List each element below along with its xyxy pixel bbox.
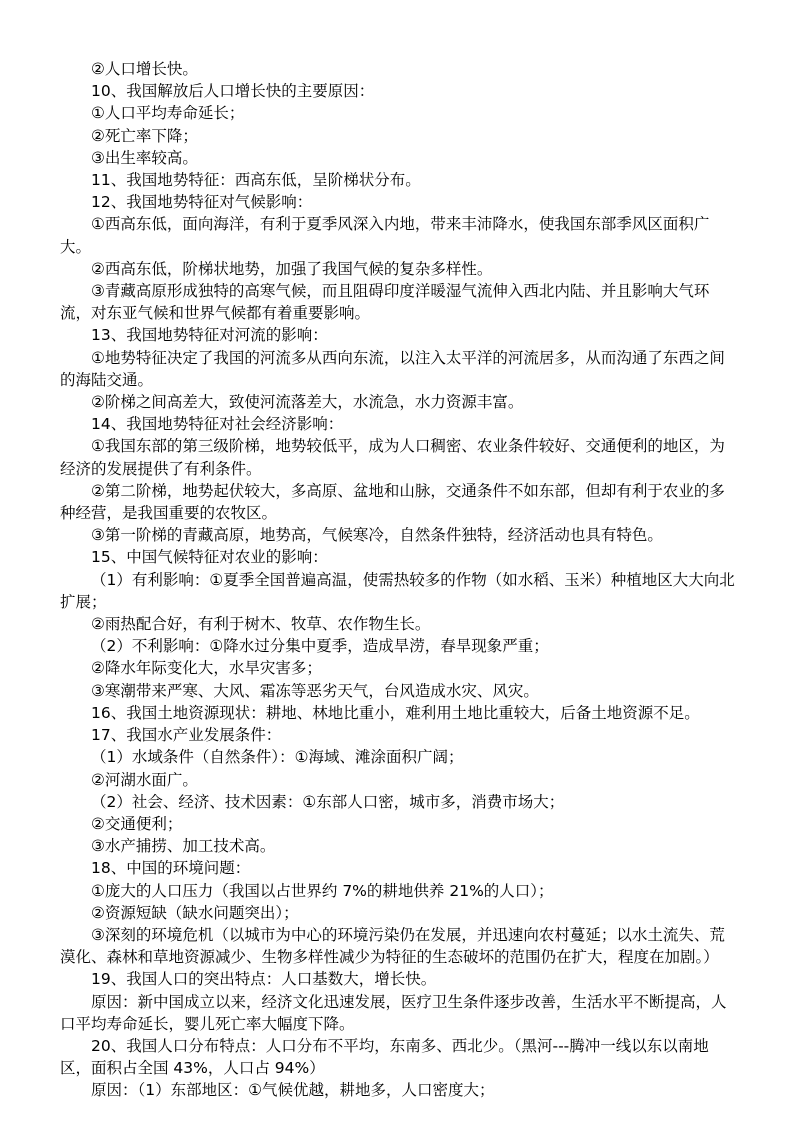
- paragraph: ②阶梯之间高差大，致使河流落差大，水流急，水力资源丰富。: [91, 393, 524, 412]
- paragraph: ③出生率较高。: [91, 148, 198, 167]
- paragraph: 11、我国地势特征：西高东低，呈阶梯状分布。: [91, 171, 421, 190]
- paragraph: ②雨热配合好，有利于树木、牧草、农作物生长。: [91, 615, 431, 634]
- paragraph: ①庞大的人口压力（我国以占世界约 7%的耕地供养 21%的人口）；: [91, 881, 554, 900]
- paragraph: ②降水年际变化大，水旱灾害多；: [91, 659, 322, 678]
- paragraph: 原因：新中国成立以来，经济文化迅速发展，医疗卫生条件逐步改善，生活水平不断提高，人口平均寿命延长，婴儿死亡率大幅度下降。: [60, 992, 727, 1033]
- paragraph: （1）水域条件（自然条件）：①海域、滩涂面积广阔；: [91, 748, 464, 767]
- paragraph: 18、中国的环境问题：: [91, 859, 251, 878]
- paragraph: ②人口增长快。: [91, 60, 198, 78]
- paragraph: ②第二阶梯，地势起伏较大，多高原、盆地和山脉，交通条件不如东部，但却有利于农业的多种经营，是我国重要的农牧区。: [60, 481, 725, 523]
- paragraph: 20、我国人口分布特点：人口分布不平均，东南多、西北少。（黑河---腾冲一线以东以南地区，面积占全国 43%，人口占 94%）: [60, 1036, 709, 1078]
- paragraph: ②河湖水面广。: [91, 770, 198, 789]
- paragraph: ②资源短缺（缺水问题突出）；: [91, 903, 299, 922]
- paragraph: ③深刻的环境危机（以城市为中心的环境污染仍在发展，并迅速向农村蔓延；以水土流失、荒漠化、森林和草地资源减少、生物多样性减少为特征的生态破坏的范围仍在扩大，程度在加剧。）: [60, 925, 725, 967]
- paragraph: ①西高东低，面向海洋，有利于夏季风深入内地，带来丰沛降水，使我国东部季风区面积广大。: [60, 215, 710, 256]
- paragraph: ①我国东部的第三级阶梯，地势较低平，成为人口稠密、农业条件较好、交通便利的地区，为经济的发展提供了有利条件。: [60, 437, 725, 478]
- paragraph: 14、我国地势特征对社会经济影响：: [91, 415, 344, 434]
- paragraph: 15、中国气候特征对农业的影响：: [91, 548, 328, 567]
- paragraph: ①人口平均寿命延长；: [91, 104, 245, 123]
- paragraph: 12、我国地势特征对气候影响：: [91, 193, 313, 212]
- paragraph: （1）有利影响：①夏季全国普遍高温，使需热较多的作物（如水稻、玉米）种植地区大大向北扩展；: [60, 570, 735, 611]
- paragraph: ①地势特征决定了我国的河流多从西向东流，以注入太平洋的河流居多，从而沟通了东西之间的海陆交通。: [60, 348, 725, 389]
- paragraph: ②西高东低，阶梯状地势，加强了我国气候的复杂多样性。: [91, 259, 493, 278]
- paragraph: （2）不利影响：①降水过分集中夏季，造成旱涝，春旱现象严重；: [91, 637, 549, 656]
- paragraph: 10、我国解放后人口增长快的主要原因：: [91, 82, 375, 101]
- paragraph: 16、我国土地资源现状：耕地、林地比重小，难利用土地比重较大，后备土地资源不足。: [91, 703, 700, 722]
- paragraph: 17、我国水产业发展条件：: [91, 726, 282, 745]
- paragraph: ②死亡率下降；: [91, 126, 198, 145]
- paragraph: 13、我国地势特征对河流的影响：: [91, 326, 328, 345]
- paragraph: ②交通便利；: [91, 814, 183, 833]
- paragraph: （2）社会、经济、技术因素：①东部人口密，城市多，消费市场大；: [91, 792, 565, 811]
- paragraph: 19、我国人口的突出特点：人口基数大，增长快。: [91, 970, 437, 989]
- paragraph: ③寒潮带来严寒、大风、霜冻等恶劣天气，台风造成水灾、风灾。: [91, 681, 539, 700]
- paragraph: 原因：（1）东部地区：①气候优越，耕地多，人口密度大；: [91, 1081, 495, 1100]
- document-page: [60, 58, 736, 1102]
- paragraph: ③青藏高原形成独特的高寒气候，而且阻碍印度洋暖湿气流伸入西北内陆、并且影响大气环流，对东亚气候和世界气候都有着重要影响。: [60, 282, 710, 323]
- paragraph: ③第一阶梯的青藏高原，地势高，气候寒冷，自然条件独特，经济活动也具有特色。: [91, 526, 663, 545]
- paragraph: ③水产捕捞、加工技术高。: [91, 837, 276, 856]
